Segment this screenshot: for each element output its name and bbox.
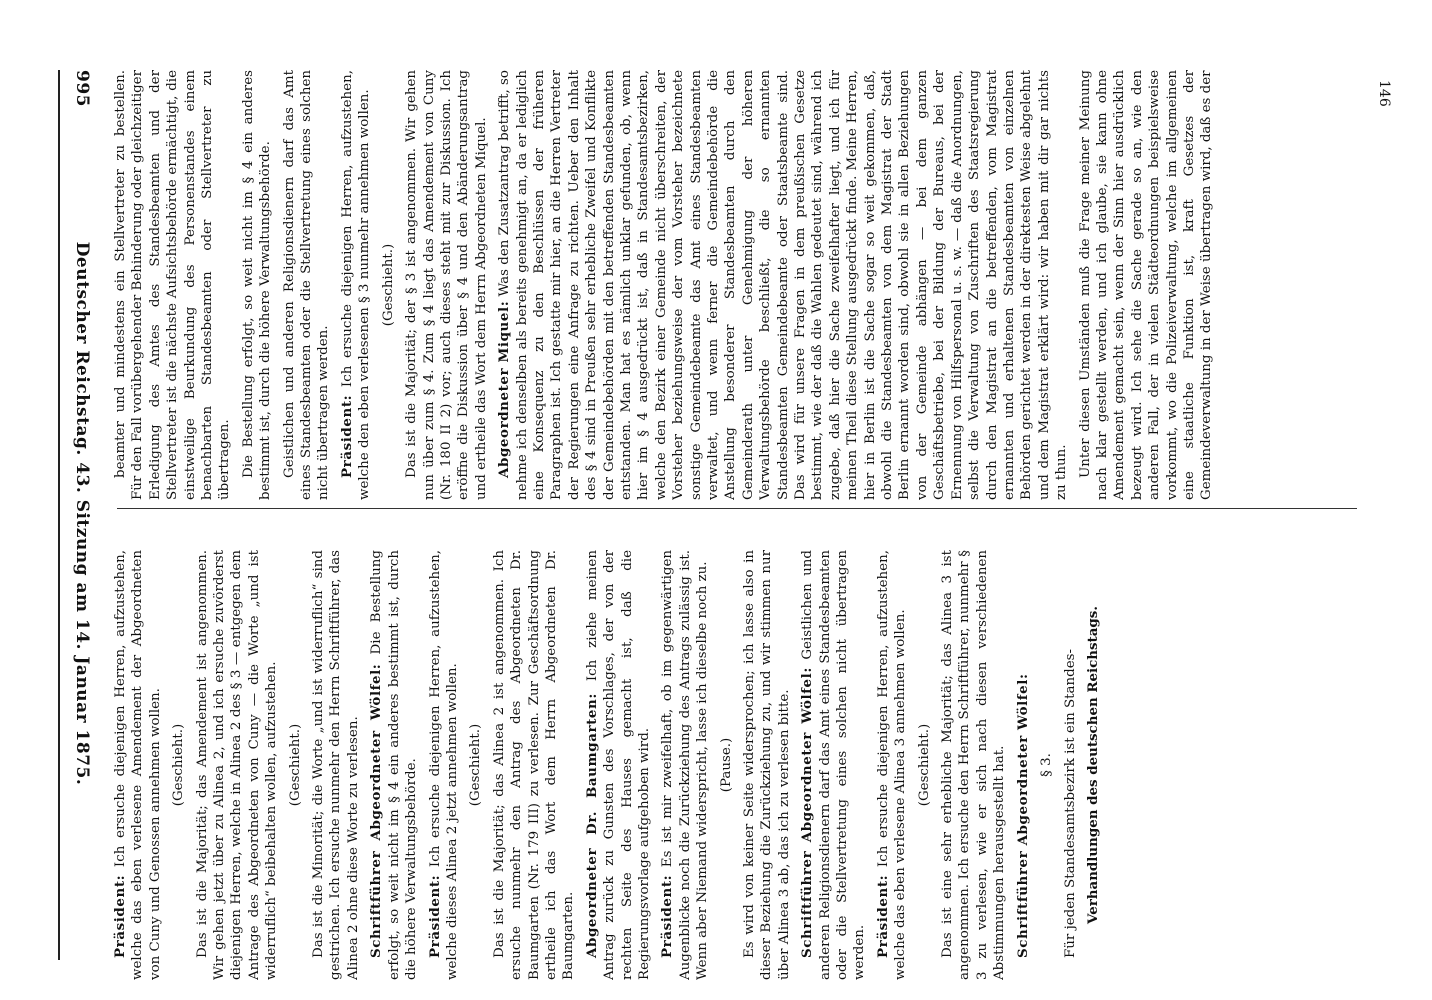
paragraph: [741, 550, 793, 980]
page-number: 995: [72, 70, 92, 107]
stage-direction-text: (Geschieht.): [287, 723, 303, 807]
sheet-number: 146: [1376, 80, 1392, 107]
speaker-name: Präsident:: [112, 874, 128, 958]
stage-direction-text: (Geschieht.): [171, 723, 187, 807]
paragraph-text: Das ist die Minorität; die Worte „und ist widerruflich“ sind gestrichen. Ich ersuche nunmehr den Herrn Schriftführer, das Alinea 2 ohne diese Worte zu verlesen.: [311, 550, 361, 980]
stage-direction-text: (Geschieht.): [916, 723, 932, 807]
paragraph: [584, 550, 654, 980]
left-column: [112, 550, 1362, 980]
paragraph-text: Geistlichen und anderen Religionsdienern darf das Amt eines Standesbeamten oder die Stellvertretung eines solchen nicht übertragen werden.: [800, 550, 868, 980]
paragraph: [403, 70, 490, 500]
paragraph-text: Es wird von keiner Seite widersprochen; ich lasse also in dieser Beziehung die Zurückziehung zu, und wir stimmen nur über Alinea 3 ab, das ich zu verlesen bitte.: [742, 550, 792, 980]
header-rule: [58, 70, 60, 960]
paragraph: [112, 70, 234, 500]
paragraph: [659, 550, 711, 980]
column-divider: [117, 508, 1357, 509]
paragraph: [875, 550, 910, 980]
stage-direction: [467, 550, 484, 980]
paragraph: [240, 70, 275, 500]
stage-direction-text: § 3.: [1039, 753, 1055, 777]
paragraph: [1077, 70, 1216, 500]
stage-direction: [1038, 550, 1055, 980]
paragraph: [939, 550, 1009, 980]
page-header: [62, 70, 102, 960]
paragraph-text: Das ist die Majorität; das Alinea 2 ist angenommen. Ich ersuche nunmehr den Antrag des Abgeordneten Dr. Baumgarten (Nr. 179 III) zu verlesen. Zur Geschäftsordnung ertheile ich das Wort dem Herrn Abgeordneten Dr. Baumgarten.: [491, 550, 577, 980]
paragraph-text: Ich ersuche diejenigen Herren, aufzustehen, welche den eben verlesenen § 3 nunmehr annehmen wollen.: [339, 70, 373, 500]
column-text: [112, 550, 1362, 980]
stage-direction-text: (Geschieht.): [468, 723, 484, 807]
paragraph-text: Ich ziehe meinen Antrag zurück zu Gunsten des Vorschlages, der von der rechten Seite des Hauses gemacht ist, daß die Regierungsvorlage aufgehoben wird.: [584, 550, 652, 980]
stage-direction: [718, 550, 735, 980]
paragraph: [368, 550, 420, 980]
speaker-name: Präsident:: [338, 394, 355, 478]
paragraph-text: Unter diesen Umständen muß die Frage meiner Meinung nach klar gestellt werden, und ich glaube, sie kann ohne Amendement gemacht sein, wenn der Sinn hier ausdrücklich bezeugt wird. Ich sehe die Sache gerade so an, wie den anderen Fall, der in vielen Städteordnungen beispielsweise vorkommt, wo die Polizeiverwaltung, welche im allgemeinen eine staatliche Funktion ist, kraft Gesetzes der Gemeindeverwaltung in der Weise übertragen wird, daß es der: [1077, 70, 1215, 500]
header-title: Deutscher Reichstag. 43. Sitzung am 14. Januar 1875.: [72, 241, 92, 786]
paragraph-text: Die Bestellung erfolgt, so weit nicht im § 4 ein anderes bestimmt ist, durch die höhere Verwaltungsbehörde.: [369, 550, 420, 980]
speaker-name: Präsident:: [874, 874, 891, 958]
paragraph: [496, 70, 1070, 500]
paragraph: [112, 550, 164, 980]
paragraph: [281, 70, 333, 500]
column-text: [112, 70, 1362, 500]
paragraph: [1015, 550, 1032, 980]
paragraph-text: Die Bestellung erfolgt, so weit nicht im § 4 ein anderes bestimmt ist, durch die höhere Verwaltungsbehörde.: [240, 70, 274, 500]
stage-direction-text: (Pause.): [718, 737, 734, 793]
paragraph-text: Ich ersuche diejenigen Herren, aufzustehen, welche dieses Alinea 2 jetzt annehmen wollen.: [427, 550, 460, 980]
paragraph-text: Das ist die Majorität; der § 3 ist angenommen. Wir gehen nun über zum § 4. Zum § 4 liegt das Amendement von Cuny (Nr. 180 II 2) vor; auch dieses steht mit zur Diskussion. Ich eröffne die Diskussion über § 4 und den Abänderungsantrag und ertheile das Wort dem Herrn Abgeordneten Miquel.: [404, 70, 489, 500]
paragraph: [1062, 550, 1079, 980]
speaker-name: Abgeordneter Miquel:: [496, 300, 513, 478]
paragraph-text: Was den Zusatzantrag betrifft, so nehme ich denselben als bereits genehmigt an, da er lediglich eine Konsequenz zu den Beschlüssen der früheren Paragraphen ist. Ich gestatte mir hier, an die Herren Vertreter der Regierungen eine Anfrage zu richten. Ueber den Inhalt des § 4 sind in Preußen sehr erhebliche Zweifel und Konflikte der Gemeindebehörden mit den betreffenden Standesbeamten entstanden. Man hat es nämlich unklar gefunden, ob, wenn hier im § 4 ausgedrückt ist, daß in Standesamtsbezirken, welche den Bezirk einer Gemeinde nicht überschreiten, der Vorsteher beziehungsweise der vom Vorsteher bezeichnete sonstige Gemeindebeamte das Amt eines Standesbeamten verwaltet, und wenn ferner die Gemeindebehörde die Anstellung besonderer Standesbeamten durch den Gemeinderath unter Genehmigung der höheren Verwaltungsbehörde beschließt, die so ernannten Standesbeamten Gemeindebeamte oder Staatsbeamte sind. Das wird für unsere Fragen in dem preußischen Gesetze bestimmt, wie der daß die Wahlen gedeutet sind, während ich zugebe, daß hier die Sache zweifelhafter liegt, und ich für meinen Theil diese Stellung ausgedrückt finde. Meine Herren, hier in Berlin ist die Sache sogar so weit gekommen, daß, obwohl die Standesbeamten von dem Magistrat der Stadt Berlin ernannt worden sind, obwohl sie in allen Beziehungen von der Gemeinde abhängen — bei dem ganzen Geschäftsbetriebe, bei der Bildung der Bureaus, bei der Ernennung von Hilfspersonal u. s. w. — daß die Anordnungen, selbst die Verwaltung von Zuschriften des Staatsregierung durch den Magistrat an die betreffenden, vom Magistrat ernannten und erhaltenen Standesbeamten von einzelnen Behörden gerichtet werden in der direktesten Weise abgelehnt und dem Magistrat erklärt wird: wir haben mit dir gar nichts zu thun.: [497, 70, 1070, 500]
paragraph: [339, 70, 374, 500]
paragraph: [310, 550, 362, 980]
paragraph: [799, 550, 869, 980]
paragraph: [491, 550, 578, 980]
paragraph: [427, 550, 462, 980]
stage-direction: [287, 550, 304, 980]
speaker-name: Schriftführer Abgeordneter Wölfel:: [799, 667, 816, 958]
stage-direction: [916, 550, 933, 980]
paragraph-text: Ich ersuche diejenigen Herren, aufzustehen, welche das eben verlesene Alinea 3 annehmen wollen.: [875, 550, 909, 980]
stage-direction: [170, 550, 187, 980]
speaker-name: Abgeordneter Dr. Baumgarten:: [583, 693, 600, 958]
paragraph: [194, 550, 281, 980]
right-column: [112, 70, 1362, 500]
paragraph-text: Es ist mir zweifelhaft, ob im gegenwärtigen Augenblicke noch die Zurückziehung des Antrags zulässig ist. Wenn aber Niemand widerspricht, lasse ich dieselbe noch zu.: [660, 550, 711, 980]
paragraph-text: Geistlichen und anderen Religionsdienern darf das Amt eines Standesbeamten oder die Stellvertretung eines solchen nicht übertragen werden.: [281, 70, 332, 500]
paragraph-text: Ich ersuche diejenigen Herren, aufzustehen, welche das eben verlesene Amendement der Abgeordneten von Cuny und Genossen annehmen wollen.: [113, 550, 163, 980]
speaker-name: Präsident:: [659, 874, 676, 958]
paragraph-text: Für jeden Standesamtsbezirk ist ein Standes-: [1062, 648, 1078, 958]
paragraph-text: beamter und mindestens ein Stellvertreter zu bestellen. Für den Fall vorübergehender Behinderung oder gleichzeitiger Erledigung des Amtes des Standesbeamten und der Stellvertreter ist die nächste Aufsichtsbehörde ermächtigt, die einstweilige Beurkundung des Personenstandes einem benachbarten Standesbeamten oder Stellvertreter zu übertragen.: [113, 70, 233, 500]
speaker-name: Präsident:: [426, 874, 443, 958]
footer-caption: Verhandlungen des deutschen Reichstags.: [1084, 606, 1101, 924]
stage-direction-text: (Geschieht.): [380, 243, 396, 327]
paragraph-text: Das ist eine sehr erhebliche Majorität; das Alinea 3 ist angenommen. Ich ersuche den Herrn Schriftführer, nunmehr § 3 zu verlesen, wie er sich nach diesen verschiedenen Abstimmungen herausgestellt hat.: [940, 550, 1008, 980]
stage-direction: [380, 70, 397, 500]
speaker-name: Schriftführer Abgeordneter Wölfel:: [368, 663, 385, 958]
speaker-name: Schriftführer Abgeordneter Wölfel:: [1014, 673, 1031, 958]
paragraph-text: Das ist die Majorität; das Amendement ist angenommen. Wir gehen jetzt über zu Alinea 2, und ich ersuche zuvörderst diejenigen Herren, welche in Alinea 2 des § 3 — entgegen dem Antrage des Abgeordneten von Cuny — die Worte „und ist widerruflich“ beibehalten wollen, aufzustehen.: [194, 550, 280, 980]
